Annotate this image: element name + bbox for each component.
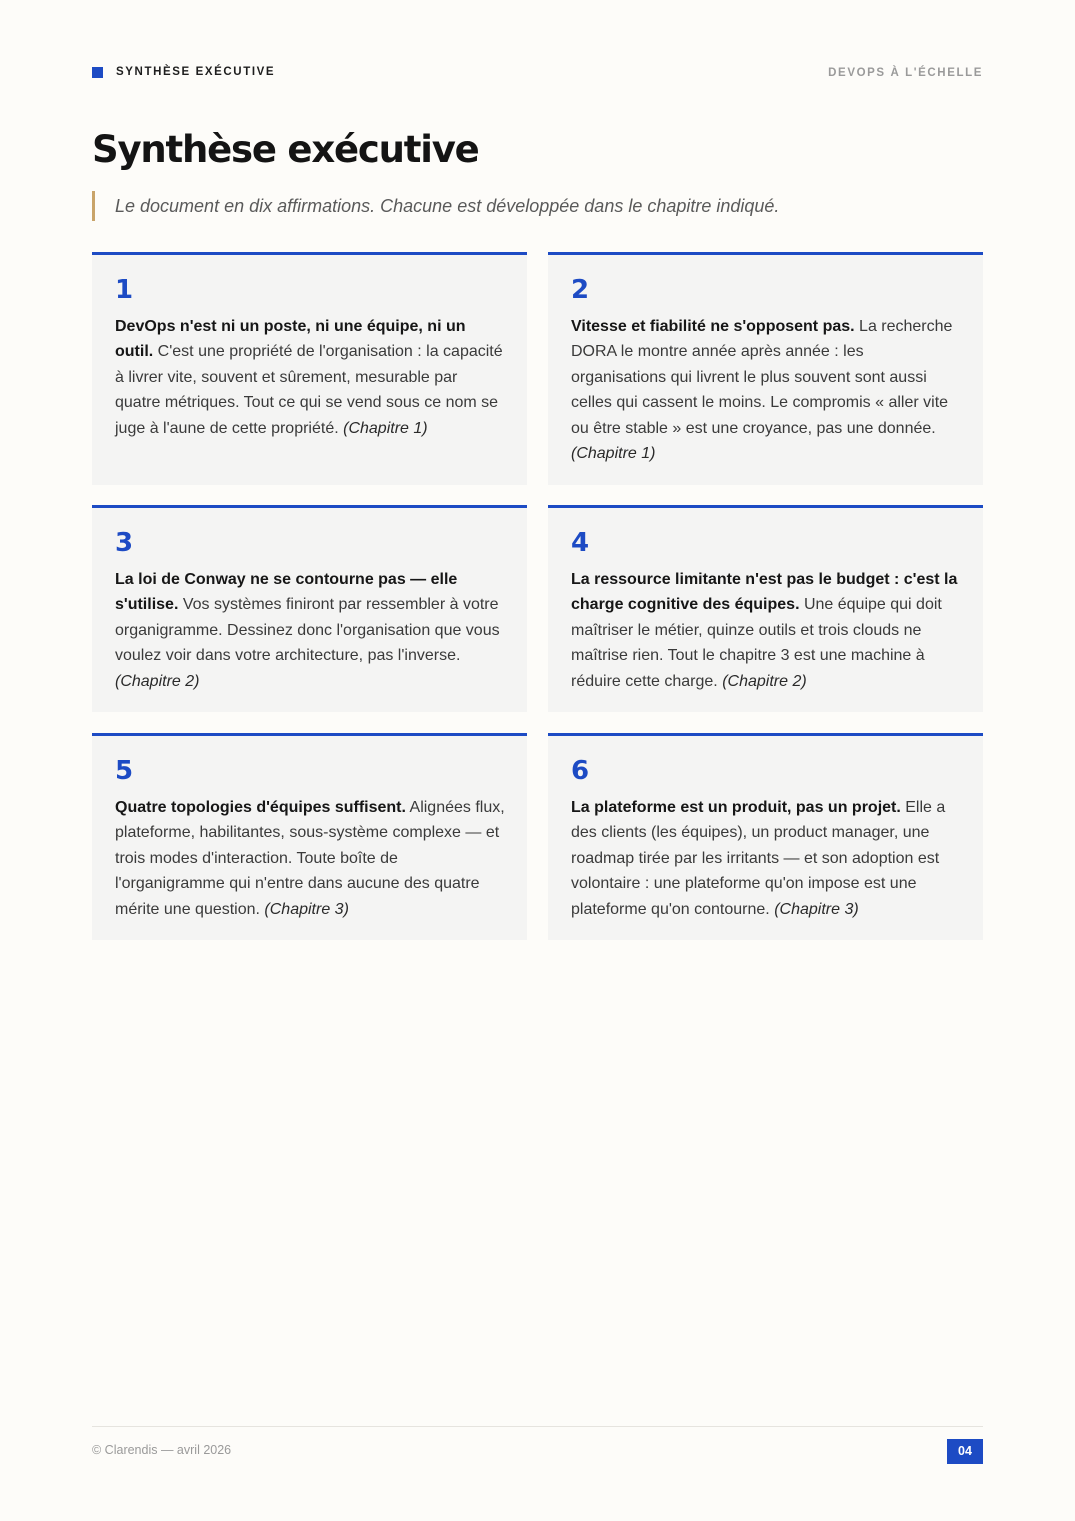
card-text bbox=[571, 795, 961, 922]
statement-card-1 bbox=[92, 252, 527, 485]
statement-card-6 bbox=[548, 733, 983, 940]
page-number-badge: 04 bbox=[947, 1439, 983, 1464]
footer-copyright: © Clarendis — avril 2026 bbox=[92, 1443, 232, 1457]
card-headline: La plateforme est un produit, pas un projet. bbox=[571, 799, 901, 816]
card-headline: La loi de Conway ne se contourne pas — elle s'utilise. bbox=[115, 571, 458, 614]
statement-card-3 bbox=[92, 505, 527, 712]
chapter-reference: (Chapitre 3) bbox=[264, 900, 349, 918]
chapter-reference: (Chapitre 1) bbox=[343, 419, 428, 437]
card-body: C'est une propriété de l'organisation : la capacité à livrer vite, souvent et sûrement, mesurable par quatre métriques. Tout ce qui se vend sous ce nom se juge à l'aune de cette propriété. bbox=[115, 343, 503, 437]
section-marker-square bbox=[92, 67, 103, 78]
card-number: 4 bbox=[571, 528, 590, 558]
card-body: La recherche DORA le montre année après année : les organisations qui livrent le plus souvent sont aussi celles qui cassent le moins. Le compromis « aller vite ou être stable » est une croyance, pas une donnée. bbox=[571, 318, 953, 437]
card-body: Une équipe qui doit maîtriser le métier, quinze outils et trois clouds ne maîtrise rien. Tout le chapitre 3 est une machine à réduire cette charge. bbox=[571, 596, 942, 690]
statement-card-4 bbox=[548, 505, 983, 712]
card-headline: Vitesse et fiabilité ne s'opposent pas. bbox=[571, 318, 855, 335]
card-text bbox=[571, 567, 961, 694]
statement-card-5 bbox=[92, 733, 527, 940]
card-headline: La ressource limitante n'est pas le budget : c'est la charge cognitive des équipes. bbox=[571, 571, 958, 614]
card-text bbox=[115, 567, 505, 694]
running-header bbox=[92, 66, 983, 82]
card-headline: DevOps n'est ni un poste, ni une équipe, ni un outil. bbox=[115, 318, 466, 361]
statement-card-2 bbox=[548, 252, 983, 485]
card-number: 3 bbox=[115, 528, 134, 558]
section-header bbox=[92, 66, 275, 78]
lead-quote: Le document en dix affirmations. Chacune est développée dans le chapitre indiqué. bbox=[92, 191, 975, 221]
card-number: 2 bbox=[571, 275, 590, 305]
card-headline: Quatre topologies d'équipes suffisent. bbox=[115, 799, 406, 816]
card-body: Elle a des clients (les équipes), un product manager, une roadmap tirée par les irritants — et son adoption est volontaire : une plateforme qu'on impose est une plateforme qu'on contourne. bbox=[571, 799, 946, 918]
page-title: Synthèse exécutive bbox=[92, 128, 479, 171]
chapter-reference: (Chapitre 2) bbox=[115, 672, 200, 690]
chapter-reference: (Chapitre 3) bbox=[774, 900, 859, 918]
card-body: Alignées flux, plateforme, habilitantes, sous-système complexe — et trois modes d'interaction. Toute boîte de l'organigramme qui n'entre dans aucune des quatre mérite une question. bbox=[115, 799, 505, 918]
section-label: SYNTHÈSE EXÉCUTIVE bbox=[116, 66, 276, 78]
card-number: 6 bbox=[571, 756, 590, 786]
chapter-reference: (Chapitre 2) bbox=[722, 672, 807, 690]
card-text bbox=[115, 795, 505, 922]
card-text bbox=[571, 314, 961, 466]
card-number: 5 bbox=[115, 756, 134, 786]
document-title: DEVOPS À L'ÉCHELLE bbox=[828, 67, 983, 79]
card-number: 1 bbox=[115, 275, 134, 305]
chapter-reference: (Chapitre 1) bbox=[571, 445, 656, 463]
card-text bbox=[115, 314, 505, 441]
footer-divider bbox=[92, 1426, 983, 1427]
card-body: Vos systèmes finiront par ressembler à votre organigramme. Dessinez donc l'organisation que vous voulez voir dans votre architecture, pas l'inverse. bbox=[115, 596, 500, 665]
